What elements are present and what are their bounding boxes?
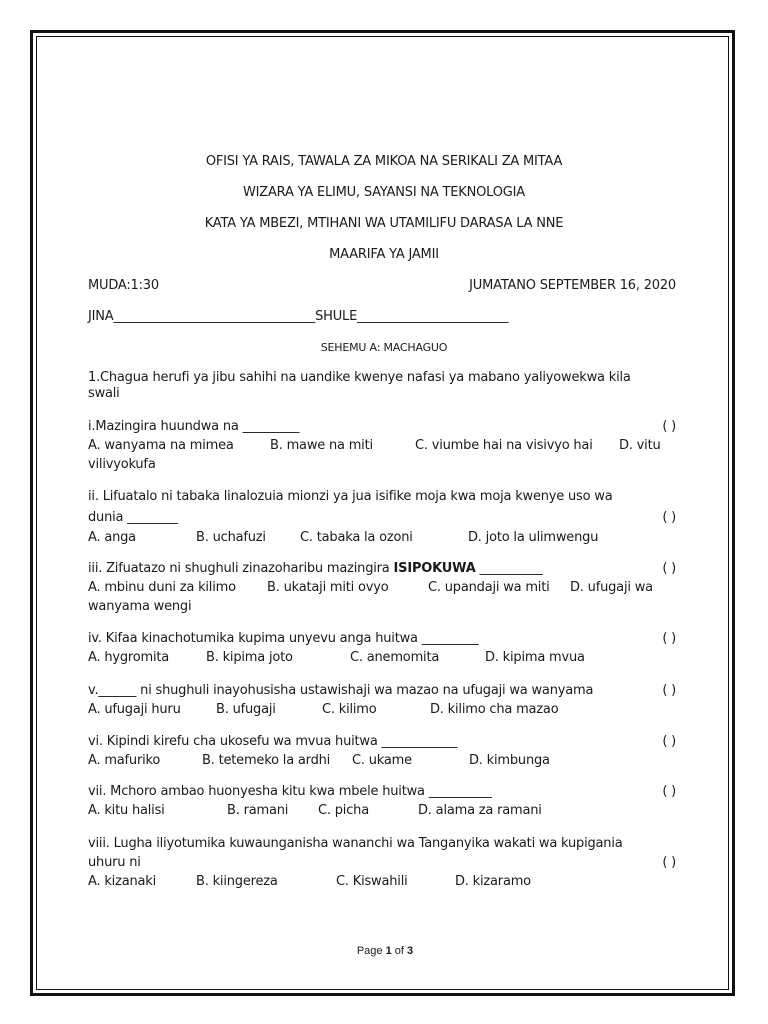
duration: MUDA:1:30 (88, 278, 159, 293)
answer-box[interactable]: ( ) (662, 855, 676, 870)
option-a: A. hygromita (88, 650, 170, 665)
option-b: B. ramani (227, 803, 289, 818)
option-d: D. kipima mvua (485, 650, 585, 665)
answer-box[interactable]: ( ) (662, 561, 676, 576)
meta-row (88, 278, 680, 293)
header-line-2: WIZARA YA ELIMU, SAYANSI NA TEKNOLOGIA (242, 185, 525, 200)
option-c: C. tabaka la ozoni (300, 530, 413, 545)
exam-date: JUMATANO SEPTEMBER 16, 2020 (469, 278, 676, 293)
question-1 (88, 419, 680, 434)
option-a: A. ufugaji huru (88, 702, 181, 717)
question-6 (88, 734, 680, 749)
page-label: Page (356, 945, 386, 957)
page-number (45, 945, 725, 957)
question-5 (88, 683, 680, 698)
question-text: dunia ________ (88, 510, 178, 525)
option-d: D. kilimo cha mazao (430, 702, 559, 717)
question-7 (88, 784, 680, 799)
option-c: C. upandaji wa miti (428, 580, 550, 595)
question-1-options-cont: vilivyokufa (88, 457, 156, 472)
option-d: D. kizaramo (455, 874, 531, 889)
page-total: 3 (407, 945, 414, 957)
option-d: D. joto la ulimwengu (468, 530, 599, 545)
option-c: C. Kiswahili (336, 874, 408, 889)
option-c: C. kilimo (322, 702, 377, 717)
question-3-options-cont: wanyama wengi (88, 599, 192, 614)
question-text: vi. Kipindi kirefu cha ukosefu wa mvua huitwa ____________ (88, 734, 458, 749)
answer-box[interactable]: ( ) (662, 419, 676, 434)
answer-box[interactable]: ( ) (662, 784, 676, 799)
page-current: 1 (385, 945, 392, 957)
option-c: C. viumbe hai na visivyo hai (415, 438, 593, 453)
option-d: D. alama za ramani (418, 803, 542, 818)
question-8-cont (88, 855, 680, 870)
option-b: B. ukataji miti ovyo (267, 580, 389, 595)
answer-box[interactable]: ( ) (662, 631, 676, 646)
option-a: A. mbinu duni za kilimo (88, 580, 236, 595)
option-b: B. kipima joto (206, 650, 293, 665)
option-b: B. tetemeko la ardhi (202, 753, 331, 768)
option-b: B. kiingereza (196, 874, 278, 889)
option-a: A. wanyama na mimea (88, 438, 234, 453)
question-text: iii. Zifuatazo ni shughuli zinazoharibu mazingira (88, 561, 394, 576)
option-b: B. ufugaji (216, 702, 276, 717)
question-text: v.______ ni shughuli inayohusisha ustawishaji wa mazao na ufugaji wa wanyama (88, 683, 594, 698)
answer-box[interactable]: ( ) (662, 683, 676, 698)
question-2-cont (88, 510, 680, 525)
option-c: C. picha (318, 803, 369, 818)
question-blank: __________ (475, 561, 543, 576)
header-line-1: OFISI YA RAIS, TAWALA ZA MIKOA NA SERIKALI ZA MITAA (205, 154, 563, 169)
question-emphasis: ISIPOKUWA (393, 561, 476, 576)
question-text: i.Mazingira huundwa na _________ (88, 419, 300, 434)
question-text: uhuru ni (88, 855, 141, 870)
page-of: of (391, 945, 408, 957)
option-d: D. vitu (619, 438, 661, 453)
option-c: C. anemomita (350, 650, 440, 665)
option-a: A. mafuriko (88, 753, 161, 768)
question-text: vii. Mchoro ambao huonyesha kitu kwa mbele huitwa __________ (88, 784, 492, 799)
section-title: SEHEMU A: MACHAGUO (320, 341, 448, 354)
instruction-line-2: swali (88, 386, 120, 401)
instruction-line-1: 1.Chagua herufi ya jibu sahihi na uandike kwenye nafasi ya mabano yaliyowekwa kila (88, 370, 631, 385)
option-c: C. ukame (352, 753, 412, 768)
question-text: iv. Kifaa kinachotumika kupima unyevu anga huitwa _________ (88, 631, 479, 646)
question-2: ii. Lifuatalo ni tabaka linalozuia mionzi ya jua isifike moja kwa moja kwenye uso wa (88, 489, 613, 504)
question-4 (88, 631, 680, 646)
question-8: viii. Lugha iliyotumika kuwaunganisha wananchi wa Tanganyika wakati wa kupigania (88, 836, 623, 851)
name-school-line[interactable]: JINA________________________________SHULE________________________ (88, 309, 509, 324)
header-line-4: MAARIFA YA JAMII (329, 247, 439, 262)
option-a: A. anga (88, 530, 136, 545)
answer-box[interactable]: ( ) (662, 510, 676, 525)
option-a: A. kizanaki (88, 874, 157, 889)
answer-box[interactable]: ( ) (662, 734, 676, 749)
option-a: A. kitu halisi (88, 803, 165, 818)
header-line-3: KATA YA MBEZI, MTIHANI WA UTAMILIFU DARASA LA NNE (204, 216, 564, 231)
option-b: B. mawe na miti (270, 438, 373, 453)
option-d: D. ufugaji wa (570, 580, 653, 595)
option-b: B. uchafuzi (196, 530, 266, 545)
option-d: D. kimbunga (469, 753, 550, 768)
question-3 (88, 561, 680, 576)
